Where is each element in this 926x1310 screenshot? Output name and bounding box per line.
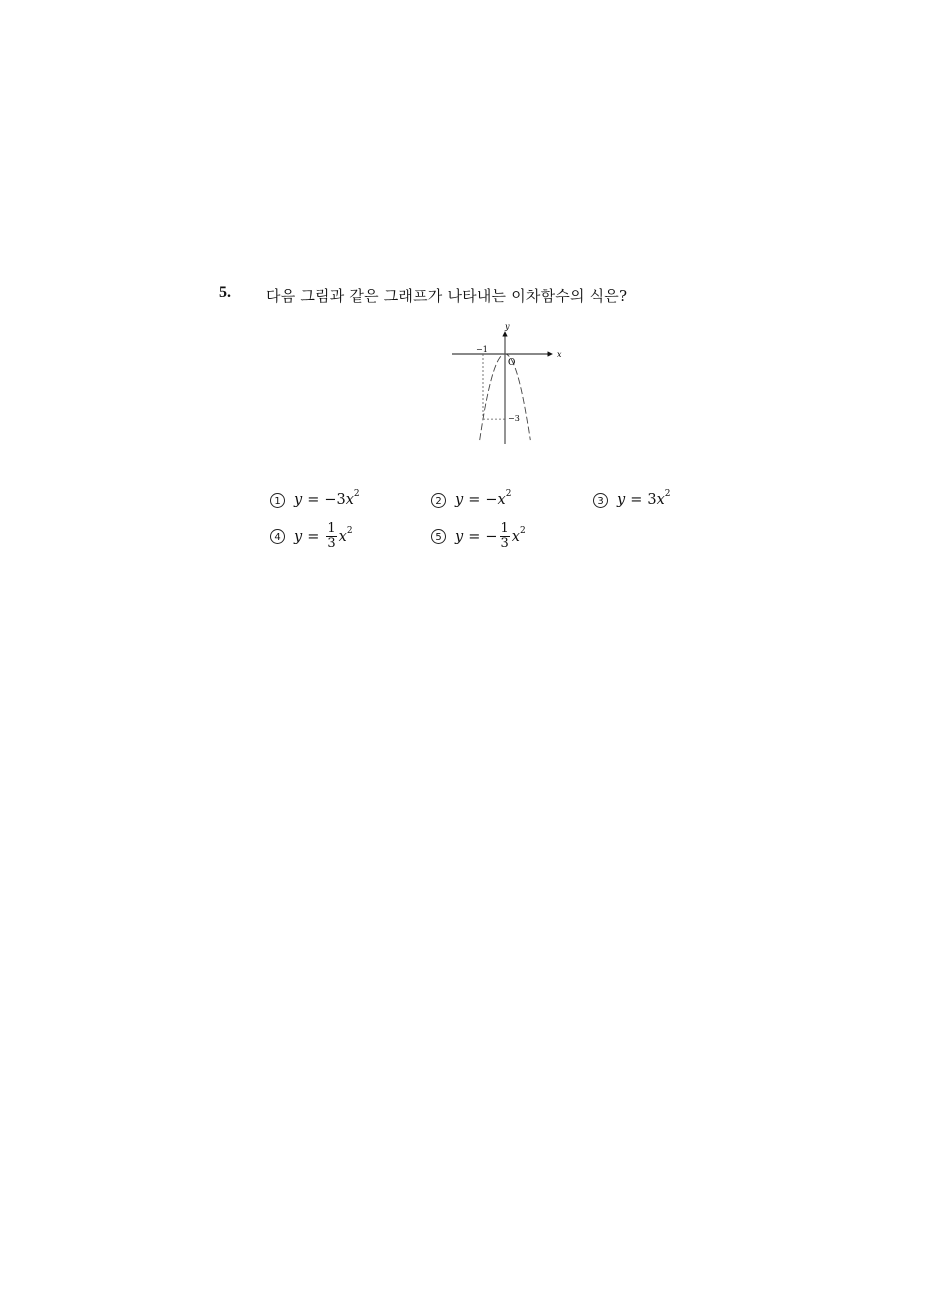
equals-sign: = xyxy=(468,492,481,508)
origin-label: O xyxy=(508,358,516,368)
choice-5[interactable] xyxy=(431,522,526,551)
variable: x xyxy=(338,528,347,545)
variable: x xyxy=(511,528,520,545)
choice-marker: 2 xyxy=(431,493,446,508)
fraction xyxy=(326,522,336,551)
variable: x xyxy=(656,492,665,508)
equals-sign: = xyxy=(468,528,481,545)
choice-marker: 5 xyxy=(431,529,446,544)
y-tick-label: −3 xyxy=(508,414,520,423)
sign: − xyxy=(485,528,498,545)
exponent: 2 xyxy=(346,525,353,536)
fraction-denominator: 3 xyxy=(500,536,509,551)
equals-sign: = xyxy=(307,528,320,545)
fraction-numerator: 1 xyxy=(500,521,509,536)
variable: x xyxy=(345,492,354,508)
fraction xyxy=(500,522,510,551)
coefficient: 3 xyxy=(647,492,657,508)
coefficient: − xyxy=(485,492,498,508)
choice-4[interactable] xyxy=(270,522,353,551)
question-text: 다음 그림과 같은 그래프가 나타내는 이차함수의 식은? xyxy=(266,287,628,305)
lhs-variable: y xyxy=(617,492,626,508)
x-tick-label: −1 xyxy=(476,345,488,354)
equals-sign: = xyxy=(630,492,643,508)
lhs-variable: y xyxy=(294,528,303,545)
choice-marker: 1 xyxy=(270,493,285,508)
choice-3[interactable] xyxy=(593,489,671,508)
x-axis-label: x xyxy=(557,350,562,359)
exponent: 2 xyxy=(353,489,360,499)
exponent: 2 xyxy=(505,489,512,499)
choice-1[interactable] xyxy=(270,489,360,508)
exponent: 2 xyxy=(664,489,671,499)
lhs-variable: y xyxy=(294,492,303,508)
question-number: 5. xyxy=(219,284,231,301)
variable: x xyxy=(497,492,506,508)
equals-sign: = xyxy=(307,492,320,508)
fraction-numerator: 1 xyxy=(327,521,336,536)
y-axis-label: y xyxy=(505,322,510,331)
lhs-variable: y xyxy=(455,528,464,545)
exponent: 2 xyxy=(519,525,526,536)
fraction-denominator: 3 xyxy=(327,536,336,551)
choice-2[interactable] xyxy=(431,489,512,508)
choice-marker: 3 xyxy=(593,493,608,508)
parabola-graph xyxy=(448,318,568,448)
coefficient: −3 xyxy=(324,492,346,508)
choice-marker: 4 xyxy=(270,529,285,544)
lhs-variable: y xyxy=(455,492,464,508)
